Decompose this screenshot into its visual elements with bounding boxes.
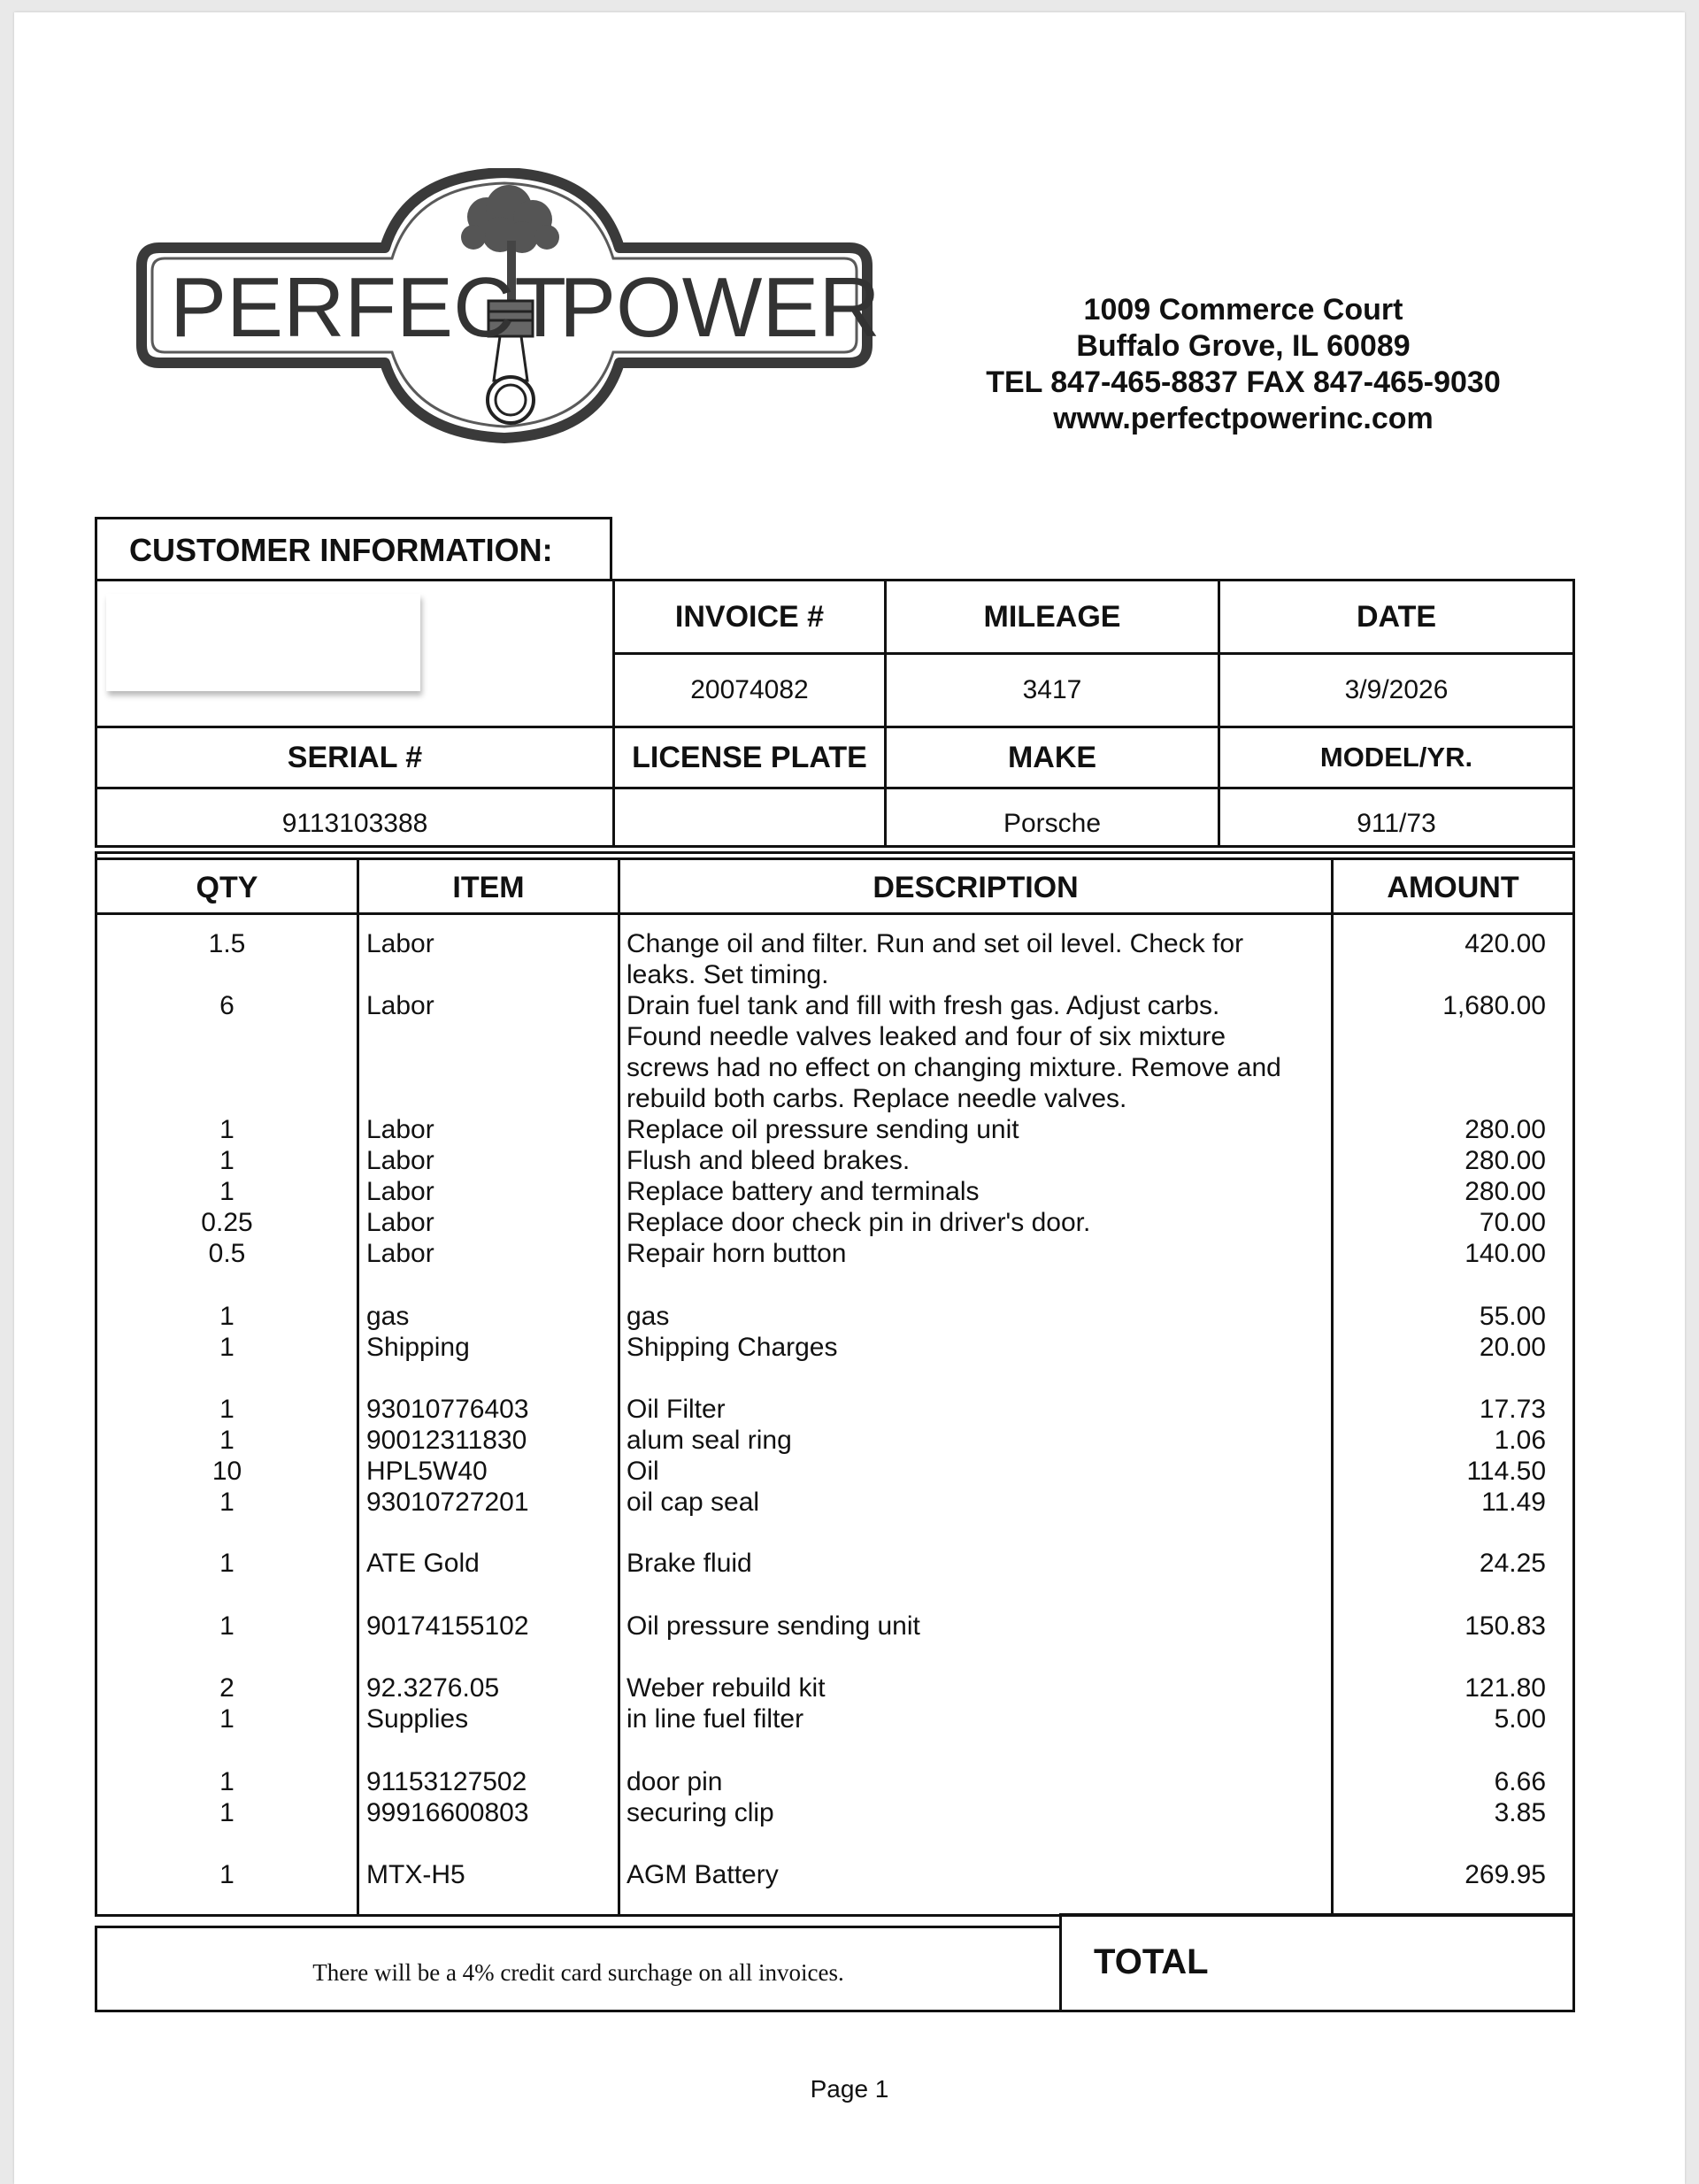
description-cell: Replace door check pin in driver's door.	[627, 1208, 1091, 1237]
amount-cell: 1.06	[1494, 1426, 1546, 1455]
description-cell: in line fuel filter	[627, 1704, 804, 1734]
item-column-header: ITEM	[452, 870, 525, 904]
qty-cell: 2	[219, 1673, 234, 1703]
item-cell: 90012311830	[366, 1426, 527, 1455]
amount-cell: 269.95	[1465, 1860, 1546, 1889]
item-cell: ATE Gold	[366, 1549, 480, 1578]
qty-cell: 1	[219, 1395, 234, 1424]
amount-cell: 20.00	[1479, 1333, 1546, 1362]
amount-cell: 3.85	[1494, 1798, 1546, 1827]
item-cell: 99916600803	[366, 1798, 529, 1827]
qty-cell: 0.25	[201, 1208, 253, 1237]
qty-cell: 1	[219, 1704, 234, 1734]
description-cell: door pin	[627, 1767, 723, 1796]
model-year-value: 911/73	[1357, 808, 1436, 838]
qty-cell: 1	[219, 1767, 234, 1796]
description-cell: gas	[627, 1302, 670, 1331]
amount-cell: 17.73	[1479, 1395, 1546, 1424]
description-cell: Repair horn button	[627, 1239, 847, 1268]
amount-cell: 280.00	[1465, 1177, 1546, 1206]
amount-cell: 150.83	[1465, 1611, 1546, 1641]
item-cell: 90174155102	[366, 1611, 529, 1641]
description-cell: Replace oil pressure sending unit	[627, 1115, 1019, 1144]
customer-info-title: CUSTOMER INFORMATION:	[95, 517, 612, 579]
amount-cell: 420.00	[1465, 929, 1546, 958]
qty-cell: 10	[211, 1457, 242, 1486]
description-cell: Oil	[627, 1457, 659, 1486]
qty-cell: 1	[219, 1177, 234, 1206]
item-cell: Shipping	[366, 1333, 470, 1362]
item-cell: HPL5W40	[366, 1457, 488, 1486]
invoice-number-value: 20074082	[690, 675, 809, 704]
description-cell: Change oil and filter. Run and set oil level. Check for leaks. Set timing.	[627, 929, 1244, 989]
logo-text-right: POWER	[559, 260, 880, 355]
qty-cell: 1	[219, 1860, 234, 1889]
item-cell: Labor	[366, 1115, 434, 1144]
address-line-1: 1009 Commerce Court	[1083, 293, 1403, 327]
mileage-value: 3417	[1022, 675, 1082, 704]
amount-cell: 6.66	[1494, 1767, 1546, 1796]
description-cell: Brake fluid	[627, 1549, 752, 1578]
amount-cell: 280.00	[1465, 1115, 1546, 1144]
website-link[interactable]: www.perfectpowerinc.com	[1053, 402, 1434, 435]
description-cell: Oil Filter	[627, 1395, 726, 1424]
qty-column-header: QTY	[196, 870, 258, 904]
qty-cell: 1	[219, 1302, 234, 1331]
description-cell: Drain fuel tank and fill with fresh gas. Adjust carbs. Found needle valves leaked and four of six mixture screws had no effect on changing mixture. Remove and rebuild both carbs. Replace needle valves.	[627, 991, 1281, 1113]
item-cell: Labor	[366, 1146, 434, 1175]
mileage-header: MILEAGE	[983, 599, 1121, 634]
phone-fax-line: TEL 847-465-8837 FAX 847-465-9030	[986, 365, 1501, 399]
description-cell: Oil pressure sending unit	[627, 1611, 920, 1641]
amount-cell: 121.80	[1465, 1673, 1546, 1703]
description-cell: AGM Battery	[627, 1860, 779, 1889]
qty-cell: 1	[219, 1146, 234, 1175]
description-cell: oil cap seal	[627, 1488, 760, 1517]
license-plate-header: LICENSE PLATE	[632, 740, 867, 774]
vehicle-info-grid	[95, 579, 1575, 848]
item-cell: Labor	[366, 991, 434, 1020]
page-number: Page 1	[810, 2075, 889, 2103]
qty-cell: 6	[219, 991, 234, 1020]
item-cell: Supplies	[366, 1704, 469, 1734]
license-plate-value	[615, 789, 884, 845]
address-line-2: Buffalo Grove, IL 60089	[1076, 329, 1411, 363]
item-cell: Labor	[366, 929, 434, 958]
item-cell: 93010776403	[366, 1395, 529, 1424]
company-logo	[133, 168, 894, 469]
qty-cell: 1	[219, 1488, 234, 1517]
qty-cell: 1	[219, 1611, 234, 1641]
make-header: MAKE	[1007, 740, 1097, 774]
item-cell: gas	[366, 1302, 410, 1331]
item-cell: Labor	[366, 1239, 434, 1268]
amount-cell: 114.50	[1466, 1457, 1546, 1486]
item-cell: 91153127502	[366, 1767, 527, 1796]
item-cell: 93010727201	[366, 1488, 529, 1517]
amount-cell: 280.00	[1465, 1146, 1546, 1175]
amount-cell: 11.49	[1481, 1488, 1546, 1517]
serial-header: SERIAL #	[287, 740, 423, 774]
redacted-customer-name	[106, 594, 420, 691]
amount-cell: 70.00	[1479, 1208, 1546, 1237]
description-cell: Shipping Charges	[627, 1333, 838, 1362]
description-cell: securing clip	[627, 1798, 774, 1827]
item-cell: MTX-H5	[366, 1860, 465, 1889]
model-year-header: MODEL/YR.	[1319, 742, 1473, 773]
item-cell: Labor	[366, 1177, 434, 1206]
date-value: 3/9/2026	[1344, 675, 1449, 704]
logo-graphic	[133, 168, 894, 469]
amount-cell: 55.00	[1479, 1302, 1546, 1331]
description-cell: Replace battery and terminals	[627, 1177, 980, 1206]
qty-cell: 1	[219, 1426, 234, 1455]
amount-cell: 24.25	[1479, 1549, 1546, 1578]
qty-cell: 1	[219, 1798, 234, 1827]
item-cell: Labor	[366, 1208, 434, 1237]
description-cell: alum seal ring	[627, 1426, 792, 1455]
company-address	[920, 292, 1566, 437]
qty-cell: 0.5	[208, 1239, 246, 1268]
amount-cell: 1,680.00	[1442, 991, 1546, 1020]
serial-value: 9113103388	[281, 808, 428, 838]
amount-cell: 140.00	[1465, 1239, 1546, 1268]
date-header: DATE	[1356, 599, 1437, 634]
amount-cell: 5.00	[1494, 1704, 1546, 1734]
qty-cell: 1.5	[208, 929, 246, 958]
qty-cell: 1	[219, 1333, 234, 1362]
logo-text-left: PERFECT	[170, 260, 567, 355]
description-cell: Flush and bleed brakes.	[627, 1146, 911, 1175]
line-items-table	[95, 851, 1575, 1917]
qty-cell: 1	[219, 1115, 234, 1144]
make-value: Porsche	[1003, 808, 1102, 838]
description-cell: Weber rebuild kit	[627, 1673, 826, 1703]
total-label: TOTAL	[1059, 1913, 1575, 2012]
qty-cell: 1	[219, 1549, 234, 1578]
description-column-header: DESCRIPTION	[873, 870, 1079, 904]
invoice-number-header: INVOICE #	[674, 599, 825, 634]
item-cell: 92.3276.05	[366, 1673, 500, 1703]
surcharge-note: There will be a 4% credit card surchage on all invoices.	[95, 1926, 1062, 2012]
amount-column-header: AMOUNT	[1387, 870, 1519, 904]
